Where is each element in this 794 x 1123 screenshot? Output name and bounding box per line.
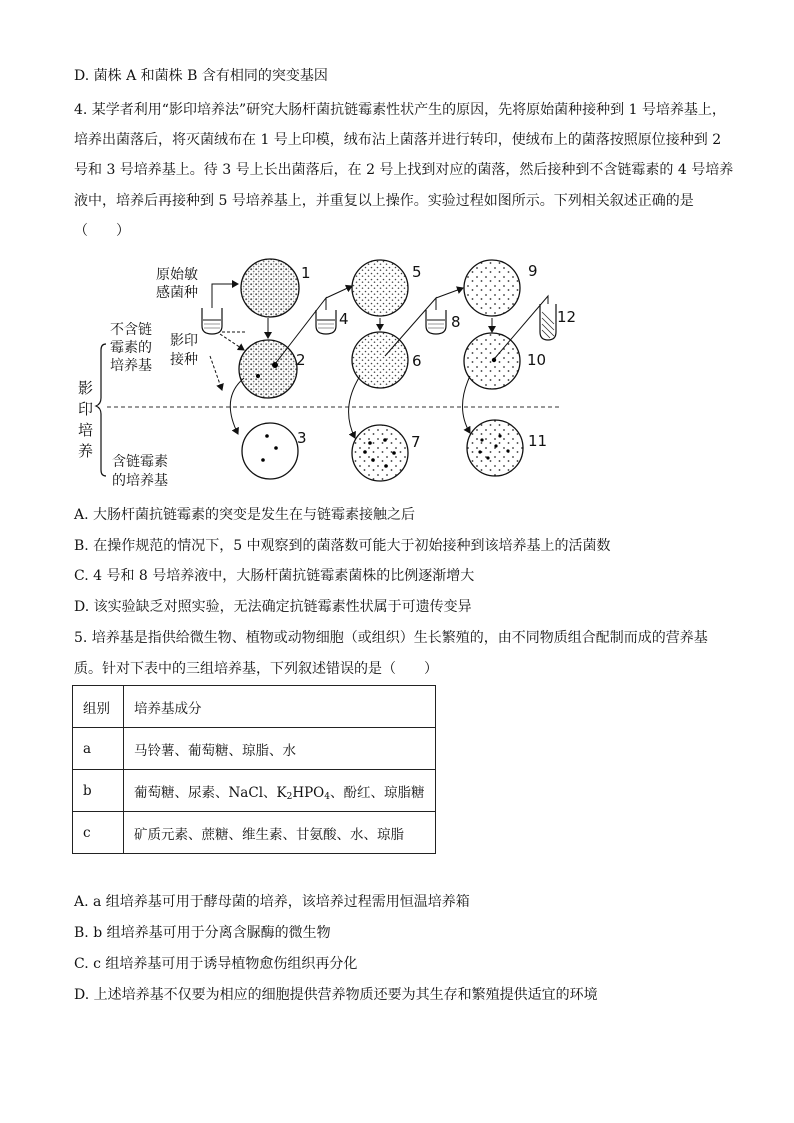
number-10: 10 [527, 351, 547, 369]
svg-text:感菌种: 感菌种 [156, 285, 198, 301]
q5-option-c: C. c 组培养基可用于诱导植物愈伤组织再分化 [74, 956, 358, 972]
svg-text:养: 养 [78, 442, 94, 460]
tube-4 [316, 310, 336, 334]
svg-text:培: 培 [78, 421, 94, 439]
plate-7 [352, 425, 408, 481]
q4-option-a: A. 大肠杆菌抗链霉素的突变是发生在与链霉素接触之后 [74, 507, 416, 523]
svg-text:不含链: 不含链 [110, 322, 152, 338]
plate-11 [467, 420, 523, 476]
plate-2 [239, 340, 297, 398]
label-replica-inoculation [170, 333, 198, 368]
number-11: 11 [528, 432, 548, 450]
number-1: 1 [301, 264, 311, 282]
row-group: c [73, 812, 124, 854]
svg-text:霉素的: 霉素的 [110, 340, 152, 356]
q4-option-b: B. 在操作规范的情况下，5 中观察到的菌落数可能大于初始接种到该培养基上的活菌数 [74, 538, 611, 554]
number-6: 6 [412, 352, 422, 370]
plate-3 [242, 423, 298, 479]
svg-text:的培养基: 的培养基 [112, 473, 168, 489]
number-7: 7 [411, 433, 421, 451]
q5-stem-line-1: 5. 培养基是指供给微生物、植物或动物细胞（或组织）生长繁殖的，由不同物质组合配制而成的营养基 [74, 630, 708, 646]
q4-answer-bracket: （ ） [74, 223, 130, 239]
culture-media-table [72, 685, 436, 854]
row-group: b [73, 770, 124, 812]
q4-option-d: D. 该实验缺乏对照实验，无法确定抗链霉素性状属于可遗传变异 [74, 599, 472, 615]
label-no-streptomycin-medium [110, 322, 152, 374]
table-row [73, 728, 436, 770]
number-9: 9 [528, 262, 538, 280]
header-components: 培养基成分 [124, 686, 436, 728]
svg-text:影: 影 [78, 379, 94, 397]
label-original-strain [156, 267, 198, 301]
row-components: 葡萄糖、尿素、NaCl、$K_2HPO_4$、酚红、琼脂糖 [124, 770, 436, 812]
row-group: a [73, 728, 124, 770]
q4-stem-line-4: 液中，培养后再接种到 5 号培养基上，并重复以上操作。实验过程如图所示。下列相关叙述正确的是 [74, 193, 694, 209]
q5-option-a: A. a 组培养基可用于酵母菌的培养，该培养过程需用恒温培养箱 [74, 894, 470, 910]
q4-stem-line-3: 号和 3 号培养基上。待 3 号上长出菌落后，在 2 号上找到对应的菌落，然后接种到不含链霉素的 4 号培养 [74, 162, 734, 178]
number-12: 12 [557, 308, 577, 326]
q5-option-d: D. 上述培养基不仅要为相应的细胞提供营养物质还要为其生存和繁殖提供适宜的环境 [74, 987, 598, 1003]
header-group: 组别 [73, 686, 124, 728]
plate-5 [352, 260, 408, 316]
q4-stem-line-1: 4. 某学者利用“影印培养法”研究大肠杆菌抗链霉素性状产生的原因，先将原始菌种接种到 1 号培养基上， [74, 102, 726, 118]
table-row [73, 812, 436, 854]
label-replica-plating-method [78, 379, 93, 460]
q5-option-b: B. b 组培养基可用于分离含脲酶的微生物 [74, 925, 331, 941]
table-header-row [73, 686, 436, 728]
svg-text:印: 印 [78, 400, 94, 418]
tube-original [202, 308, 222, 334]
table-row [73, 770, 436, 812]
plate-10 [464, 333, 520, 389]
svg-text:影印: 影印 [170, 333, 198, 349]
number-3: 3 [297, 429, 307, 447]
q4-stem-line-2: 培养出菌落后，将灭菌绒布在 1 号上印模，绒布沾上菌落并进行转印，使绒布上的菌落按照原位接种到 2 [74, 132, 722, 148]
q3-option-d: D. 菌株 A 和菌株 B 含有相同的突变基因 [74, 68, 328, 84]
svg-text:含链霉素: 含链霉素 [112, 454, 168, 470]
number-4: 4 [339, 310, 349, 328]
tube-8 [426, 310, 446, 334]
row-components: 矿质元素、蔗糖、维生素、甘氨酸、水、琼脂 [124, 812, 436, 854]
svg-text:原始敏: 原始敏 [156, 267, 198, 283]
replica-plating-figure [70, 248, 577, 498]
plate-1 [241, 259, 299, 317]
number-8: 8 [451, 313, 461, 331]
svg-text:接种: 接种 [170, 352, 198, 368]
tube-12 [540, 304, 556, 340]
svg-text:培养基: 培养基 [110, 358, 152, 374]
row-components: 马铃薯、葡萄糖、琼脂、水 [124, 728, 436, 770]
brace [96, 344, 106, 476]
q4-option-c: C. 4 号和 8 号培养液中，大肠杆菌抗链霉素菌株的比例逐渐增大 [74, 568, 475, 584]
number-2: 2 [296, 351, 306, 369]
q5-stem-line-2: 质。针对下表中的三组培养基，下列叙述错误的是（ ） [74, 661, 438, 677]
label-streptomycin-medium [112, 454, 168, 489]
number-5: 5 [412, 263, 422, 281]
plate-9 [464, 260, 520, 316]
plate-6 [352, 332, 408, 388]
